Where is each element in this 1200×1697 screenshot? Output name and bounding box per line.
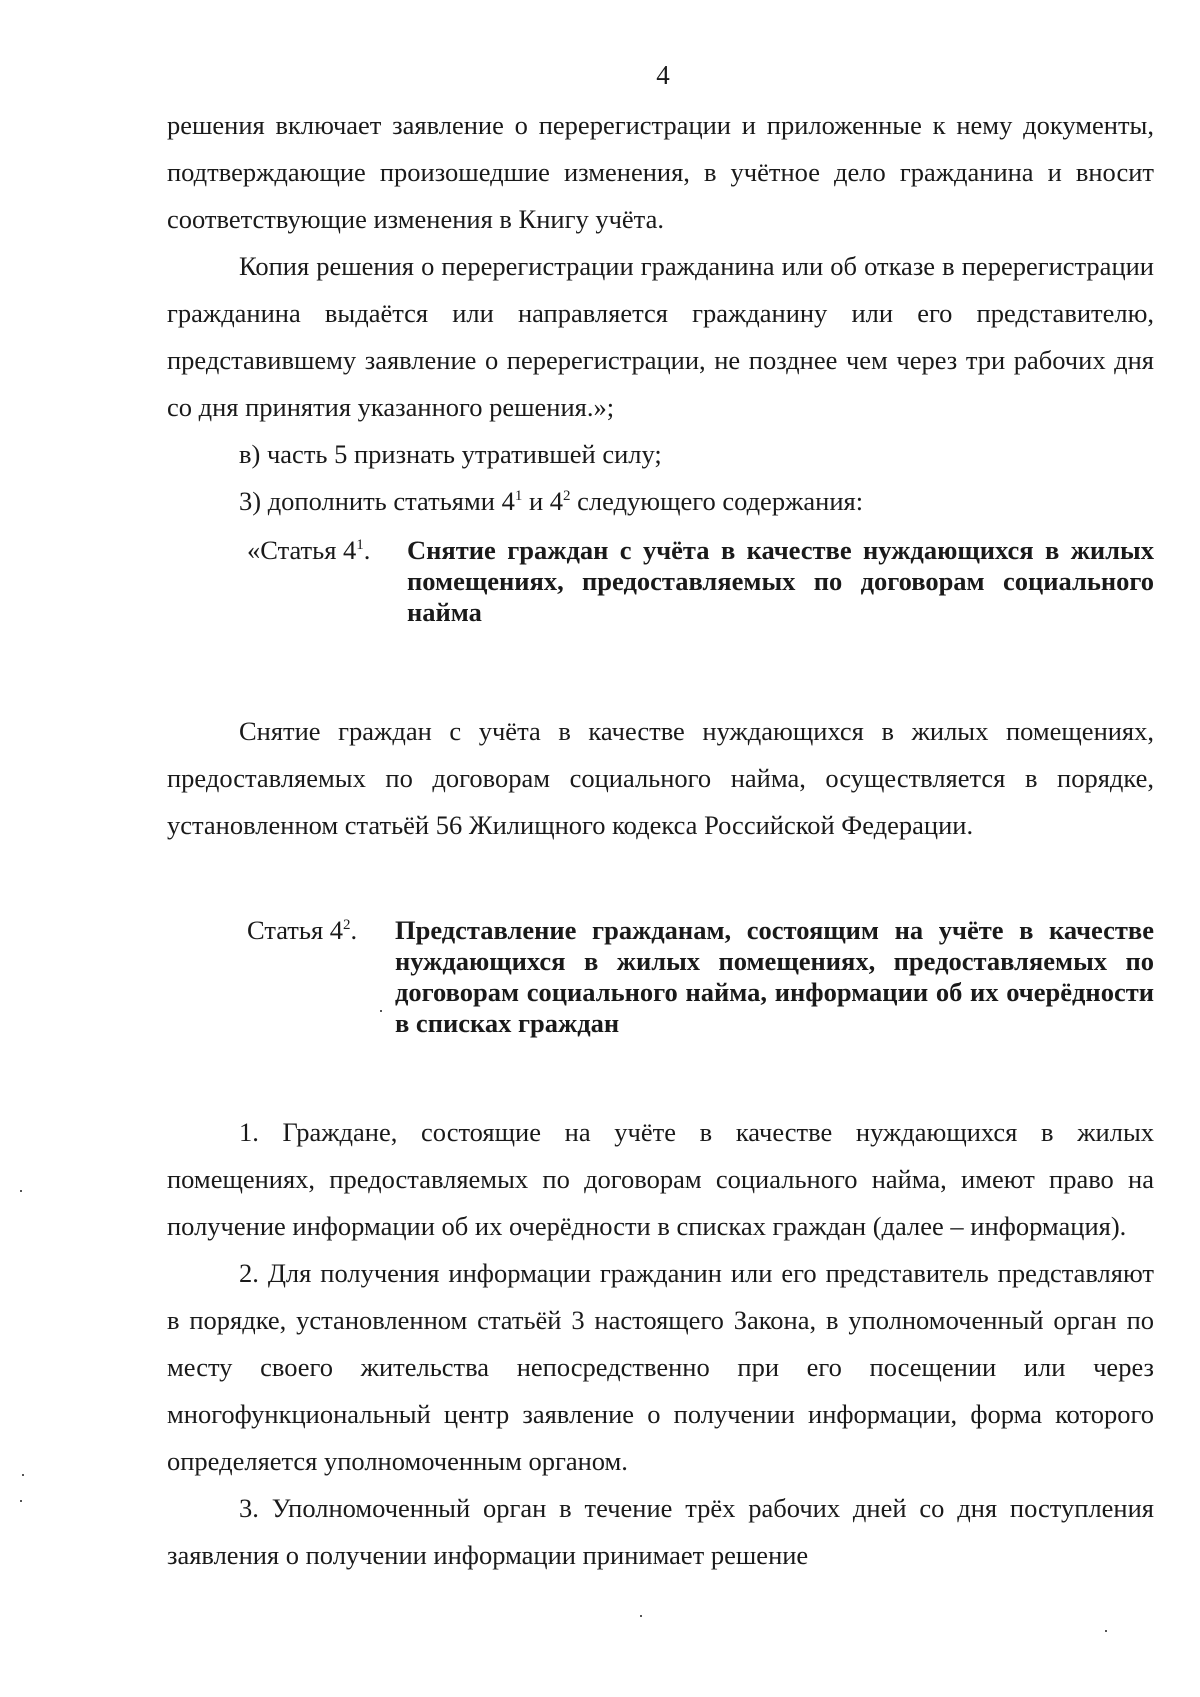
paragraph-copy-of-decision: Копия решения о перерегистрации гражданина или об отказе в перерегистрации гражданина выдаётся или направляется гражданину или его представителю, представившему заявление о перерегистрации, не позднее чем через три рабочих дня со дня принятия указанного решения.»; [167,251,1154,422]
item-3-prefix: 3) дополнить статьями 4 [239,486,515,516]
article-4-2-point-2: 2. Для получения информации гражданин или его представитель представляют в порядке, установленном статьёй 3 настоящего Закона, в уполномоченный орган по месту своего жительства непосредственно при его посещении или через многофункциональный центр заявление о получении информации, форма которого определяется уполномоченным органом. [167,1258,1154,1476]
spacer [167,1039,1154,1109]
item-v: в) часть 5 признать утратившей силу; [239,439,662,469]
page-number: 4 [656,60,670,90]
article-4-1-heading [167,535,1154,628]
article-4-2-point-3: 3. Уполномоченный орган в течение трёх рабочих дней со дня поступления заявления о получении информации принимает решение [167,1493,1154,1570]
item-3 [167,478,1154,525]
article-4-1-label [247,535,407,566]
paragraph-continuation: решения включает заявление о перерегистрации и приложенные к нему документы, подтверждающие произошедшие изменения, в учётное дело гражданина и вносит соответствующие изменения в Книгу учёта. [167,110,1154,234]
scan-speck [380,1010,382,1012]
article-4-1-label-prefix: «Статья 4 [247,535,357,565]
article-4-2-title: Представление гражданам, состоящим на учёте в качестве нуждающихся в жилых помещениях, предоставляемых по договорам социального найма, информации об их очерёдности в списках граждан [395,915,1154,1038]
article-4-1-title: Снятие граждан с учёта в качестве нуждающихся в жилых помещениях, предоставляемых по договорам социального найма [407,535,1154,627]
scan-speck [22,1474,24,1476]
article-4-2-label [247,915,395,946]
article-4-2-label-prefix: Статья 4 [247,915,344,945]
article-4-1-label-suffix: . [363,535,371,565]
item-3-sup-2: 2 [563,488,571,505]
document-body [167,102,1154,1579]
scan-speck [640,1615,642,1617]
scan-speck [1105,1630,1107,1632]
item-3-sup-1: 1 [514,488,523,505]
item-3-mid: и 4 [522,486,564,516]
article-4-2-label-suffix: . [350,915,358,945]
spacer [167,628,1154,708]
article-4-2-heading [167,915,1154,1039]
scan-speck [20,1190,22,1192]
article-4-2-point-1: 1. Граждане, состоящие на учёте в качестве нуждающихся в жилых помещениях, предоставляемых по договорам социального найма, имеют право на получение информации об их очерёдности в списках граждан (далее – информация). [167,1117,1154,1241]
article-4-1-body: Снятие граждан с учёта в качестве нуждающихся в жилых помещениях, предоставляемых по договорам социального найма, осуществляется в порядке, установленном статьёй 56 Жилищного кодекса Российской Федерации. [167,716,1154,840]
article-4-1-label-sup: 1 [356,537,364,554]
item-3-suffix: следующего содержания: [570,486,864,516]
article-4-2-label-sup: 2 [343,917,351,934]
scan-speck [20,1500,22,1502]
